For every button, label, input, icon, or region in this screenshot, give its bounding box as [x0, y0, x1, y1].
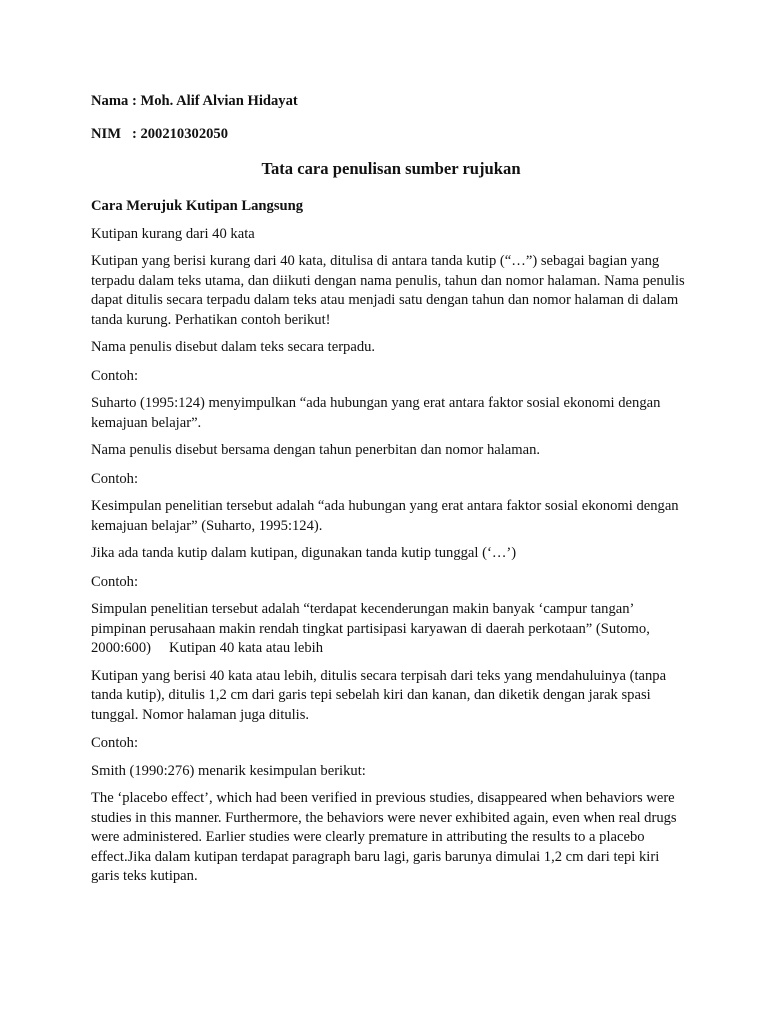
example-label: Contoh:: [91, 367, 139, 384]
example-suharto-inline: Suharto (1995:124) menyimpulkan “ada hubungan yang erat antara faktor sosial ekonomi dengan kemajuan belajar”.: [91, 395, 661, 431]
example-label: Contoh:: [91, 735, 139, 751]
document-body: [91, 92, 691, 887]
example-smith-quote: The ‘placebo effect’, which had been verified in previous studies, disappeared when behaviors were studies in this manner. Furthermore, the behaviors were never exhibited again, even when real drugs were administered. Earlier studies were clearly premature in attributing the results to a placebo effect.Jika dalam kutipan terdapat paragraph baru lagi, garis barunya dimulai 1,2 cm dari tepi kiri garis teks kutipan.: [91, 790, 677, 884]
paragraph-single-quote-rule: Jika ada tanda kutip dalam kutipan, digunakan tanda kutip tunggal (‘…’): [91, 545, 517, 561]
paragraph-author-with-year: Nama penulis disebut bersama dengan tahun penerbitan dan nomor halaman.: [91, 442, 541, 458]
document-title: Tata cara penulisan sumber rujukan: [261, 159, 521, 178]
example-sutomo: [91, 600, 691, 659]
student-name: Nama : Moh. Alif Alvian Hidayat: [91, 93, 298, 109]
paragraph-short-quote-explanation: Kutipan yang berisi kurang dari 40 kata, ditulisa di antara tanda kutip (“…”) sebagai bagian yang terpadu dalam teks utama, dan diikuti dengan nama penulis, tahun dan nomor halaman. Nama penulis dapat ditulis secara terpadu dalam teks atau menjadi satu dengan tahun dan nomor halaman di dalam tanda kurung. Perhatikan contoh berikut!: [91, 253, 685, 328]
paragraph-author-in-text: Nama penulis disebut dalam teks secara terpadu.: [91, 339, 376, 355]
student-nim: NIM : 200210302050: [91, 125, 229, 142]
example-suharto-parenthetical: Kesimpulan penelitian tersebut adalah “ada hubungan yang erat antara faktor sosial ekonomi dengan kemajuan belajar” (Suharto, 1995:124).: [91, 498, 679, 534]
section-heading: Cara Merujuk Kutipan Langsung: [91, 198, 304, 214]
example-sutomo-text: Simpulan penelitian tersebut adalah “terdapat kecenderungan makin banyak ‘campur tangan’ pimpinan perusahaan makin rendah tingkat partisipasi karyawan di daerah perkotaan” (Sutomo, 2000:600): [91, 601, 650, 656]
example-smith-intro: Smith (1990:276) menarik kesimpulan berikut:: [91, 762, 366, 779]
paragraph-long-quote-explanation: Kutipan yang berisi 40 kata atau lebih, ditulis secara terpisah dari teks yang mendahuluinya (tanpa tanda kutip), ditulis 1,2 cm dari garis tepi sebelah kiri dan kanan, dan diketik dengan jarak spasi tunggal. Nomor halaman juga ditulis.: [91, 667, 667, 723]
paragraph-short-quote-heading: Kutipan kurang dari 40 kata: [91, 225, 255, 242]
long-quote-heading: Kutipan 40 kata atau lebih: [169, 640, 323, 656]
example-label: Contoh:: [91, 470, 139, 487]
example-label: Contoh:: [91, 573, 139, 590]
